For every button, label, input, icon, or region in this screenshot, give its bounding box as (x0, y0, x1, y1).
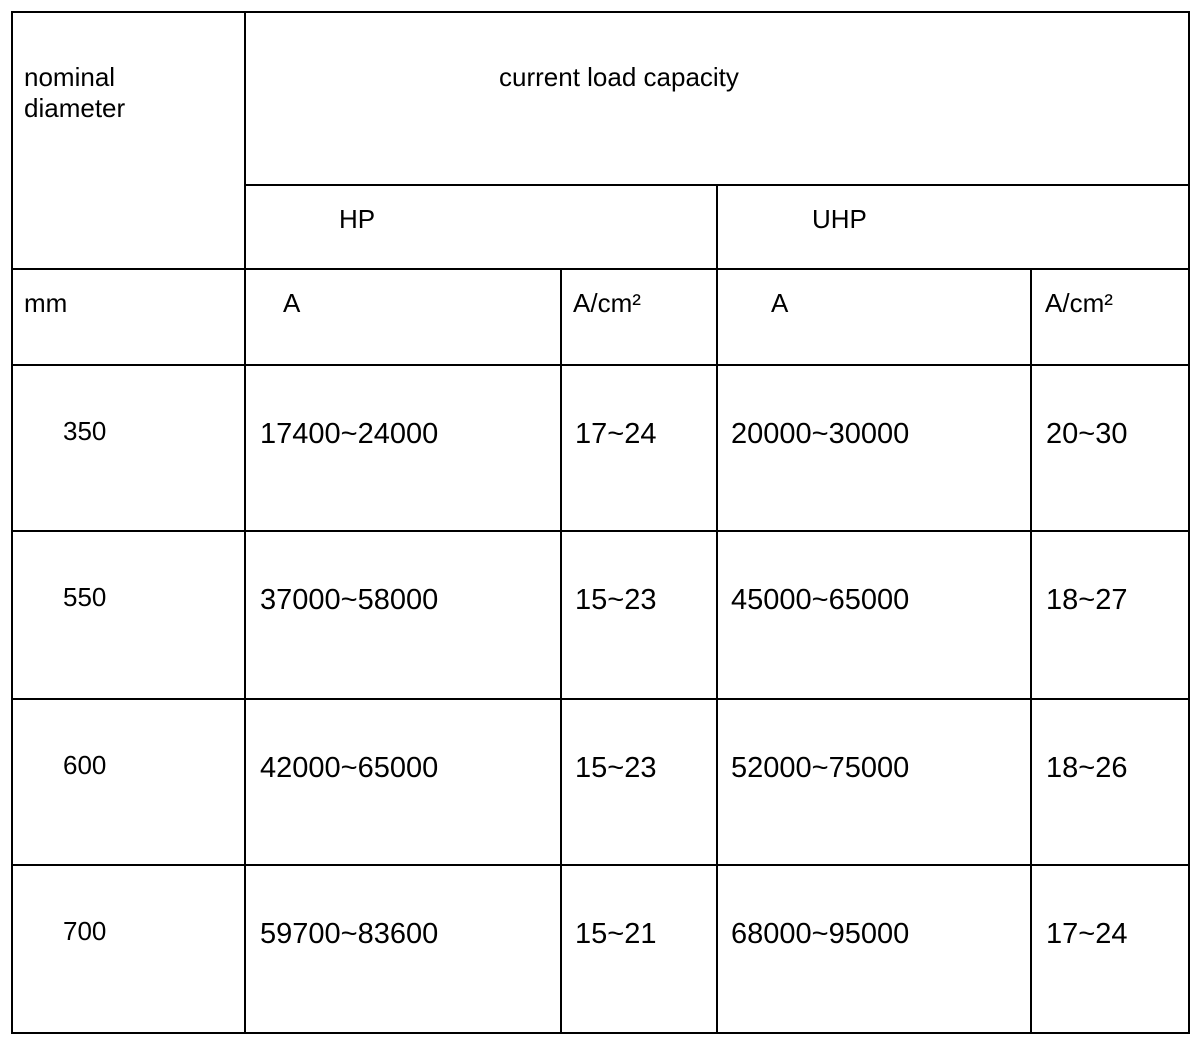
cell-hp-a: 42000~65000 (260, 752, 439, 784)
cell-hp-a: 37000~58000 (260, 584, 439, 616)
table-line-row2 (11, 530, 1190, 532)
cell-diameter: 550 (63, 582, 107, 612)
cell-diameter: 700 (63, 916, 107, 946)
table-line-row3 (11, 698, 1190, 700)
cell-hp-a: 59700~83600 (260, 918, 439, 950)
table-line-col2 (560, 268, 562, 1034)
unit-uhp-acm2: A/cm² (1045, 288, 1113, 318)
table-line-row1 (11, 364, 1190, 366)
cell-uhp-acm2: 18~26 (1046, 752, 1128, 784)
cell-uhp-acm2: 20~30 (1046, 418, 1128, 450)
cell-uhp-acm2: 18~27 (1046, 584, 1128, 616)
header-uhp: UHP (812, 204, 867, 234)
unit-mm: mm (24, 288, 68, 318)
table-line-row4 (11, 864, 1190, 866)
cell-hp-a: 17400~24000 (260, 418, 439, 450)
cell-hp-acm2: 15~23 (575, 752, 657, 784)
table-line-col1 (244, 11, 246, 1034)
table-line-col4 (1030, 268, 1032, 1034)
cell-uhp-a: 20000~30000 (731, 418, 910, 450)
cell-diameter: 350 (63, 416, 107, 446)
table-border-top (11, 11, 1190, 13)
unit-uhp-a: A (771, 288, 789, 318)
cell-uhp-a: 45000~65000 (731, 584, 910, 616)
header-hp: HP (339, 204, 376, 234)
table-line-col3 (716, 184, 718, 1034)
table-line-units (11, 268, 1190, 270)
cell-uhp-a: 52000~75000 (731, 752, 910, 784)
unit-hp-a: A (283, 288, 301, 318)
cell-diameter: 600 (63, 750, 107, 780)
header-current-load-capacity: current load capacity (499, 62, 739, 92)
header-nominal-diameter: nominal diameter (24, 62, 126, 124)
table-border-left (11, 11, 13, 1034)
cell-uhp-a: 68000~95000 (731, 918, 910, 950)
table-border-bottom (11, 1032, 1190, 1034)
table-border-right (1188, 11, 1190, 1034)
cell-hp-acm2: 15~21 (575, 918, 657, 950)
cell-uhp-acm2: 17~24 (1046, 918, 1128, 950)
unit-hp-acm2: A/cm² (573, 288, 641, 318)
cell-hp-acm2: 15~23 (575, 584, 657, 616)
cell-hp-acm2: 17~24 (575, 418, 657, 450)
